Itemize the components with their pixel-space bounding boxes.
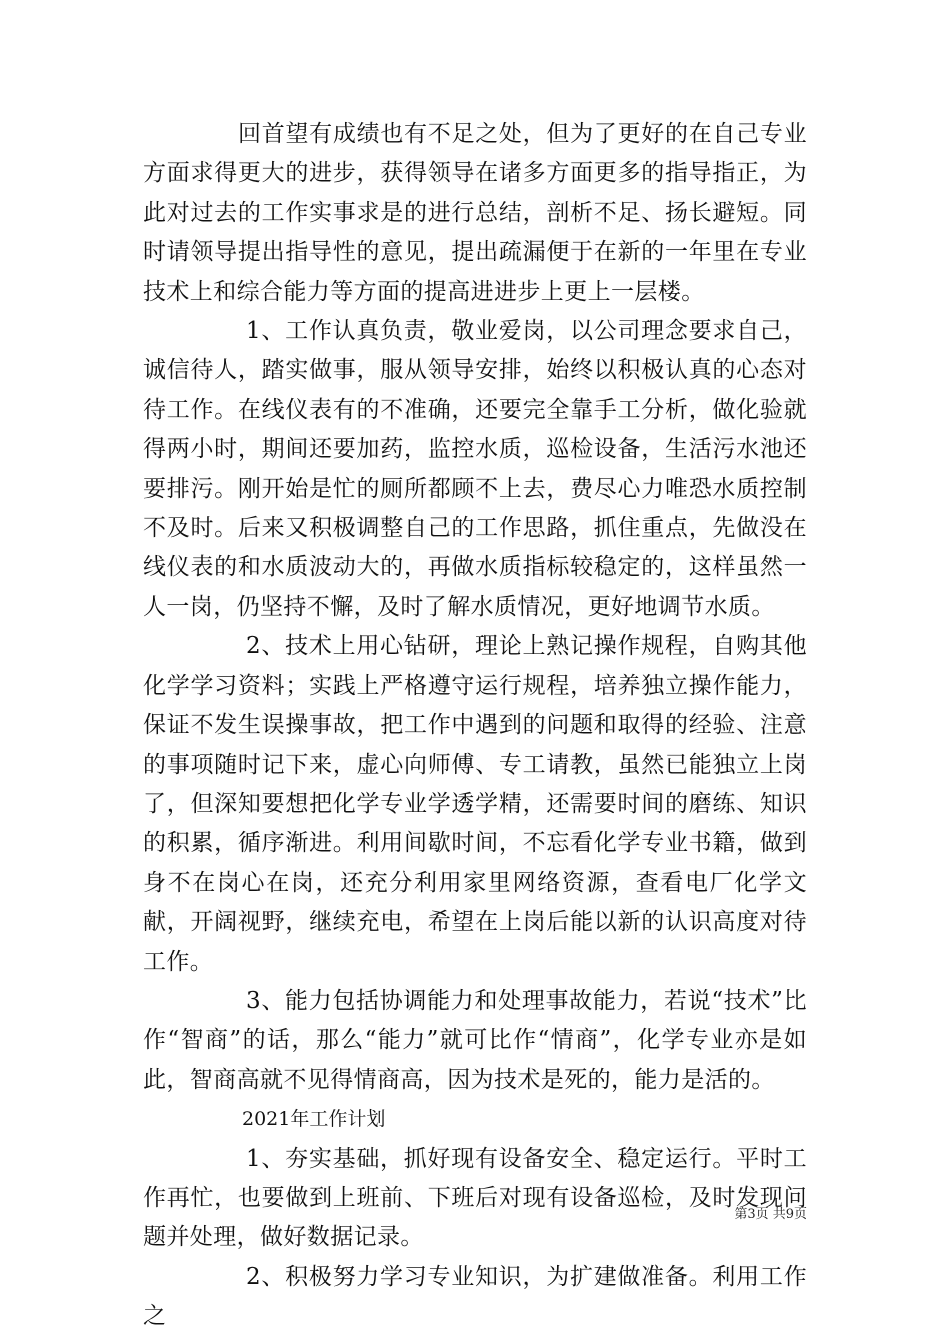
paragraph-work-attitude: 1、工作认真负责，敬业爱岗，以公司理念要求自己，诚信待人，踏实做事，服从领导安排，始终以积极认真的心态对待工作。在线仪表有的不准确，还要完全靠手工分析，做化验就得两小时，期间还要加药，监控水质，巡检设备，生活污水池还要排污。刚开始是忙的厕所都顾不上去，费尽心力唯恐水质控制不及时。后来又积极调整自己的工作思路，抓住重点，先做没在线仪表的和水质波动大的，再做水质指标较稳定的，这样虽然一人一岗，仍坚持不懈，及时了解水质情况，更好地调节水质。 bbox=[143, 318, 807, 620]
section-heading-plan: 2021年工作计划 bbox=[242, 1108, 386, 1131]
plan-item-2: 2、积极努力学习专业知识，为扩建做准备。利用工作之 bbox=[143, 1263, 807, 1330]
page-number-footer: 第3页 共9页 bbox=[734, 1207, 807, 1222]
intro-paragraph: 回首望有成绩也有不足之处，但为了更好的在自己专业方面求得更大的进步，获得领导在诸多方面更多的指导指正，为此对过去的工作实事求是的进行总结，剖析不足、扬长避短。同时请领导提出指导性的意见，提出疏漏便于在新的一年里在专业技术上和综合能力等方面的提高进进步上更上一层楼。 bbox=[143, 121, 807, 305]
document-body bbox=[143, 115, 807, 1337]
plan-item-1: 1、夯实基础，抓好现有设备安全、稳定运行。平时工作再忙，也要做到上班前、下班后对现有设备巡检，及时发现问题并处理，做好数据记录。 bbox=[143, 1145, 807, 1251]
paragraph-technical-study: 2、技术上用心钻研，理论上熟记操作规程，自购其他化学学习资料；实践上严格遵守运行规程，培养独立操作能力，保证不发生误操事故，把工作中遇到的问题和取得的经验、注意的事项随时记下来，虚心向师傅、专工请教，虽然已能独立上岗了，但深知要想把化学专业学透学精，还需要时间的磨练、知识的积累，循序渐进。利用间歇时间，不忘看化学专业书籍，做到身不在岗心在岗，还充分利用家里网络资源，查看电厂化学文献，开阔视野，继续充电，希望在上岗后能以新的认识高度对待工作。 bbox=[143, 633, 807, 975]
paragraph-ability: 3、能力包括协调能力和处理事故能力，若说“技术”比作“智商”的话，那么“能力”就可比作“情商”，化学专业亦是如此，智商高就不见得情商高，因为技术是死的，能力是活的。 bbox=[143, 987, 807, 1093]
